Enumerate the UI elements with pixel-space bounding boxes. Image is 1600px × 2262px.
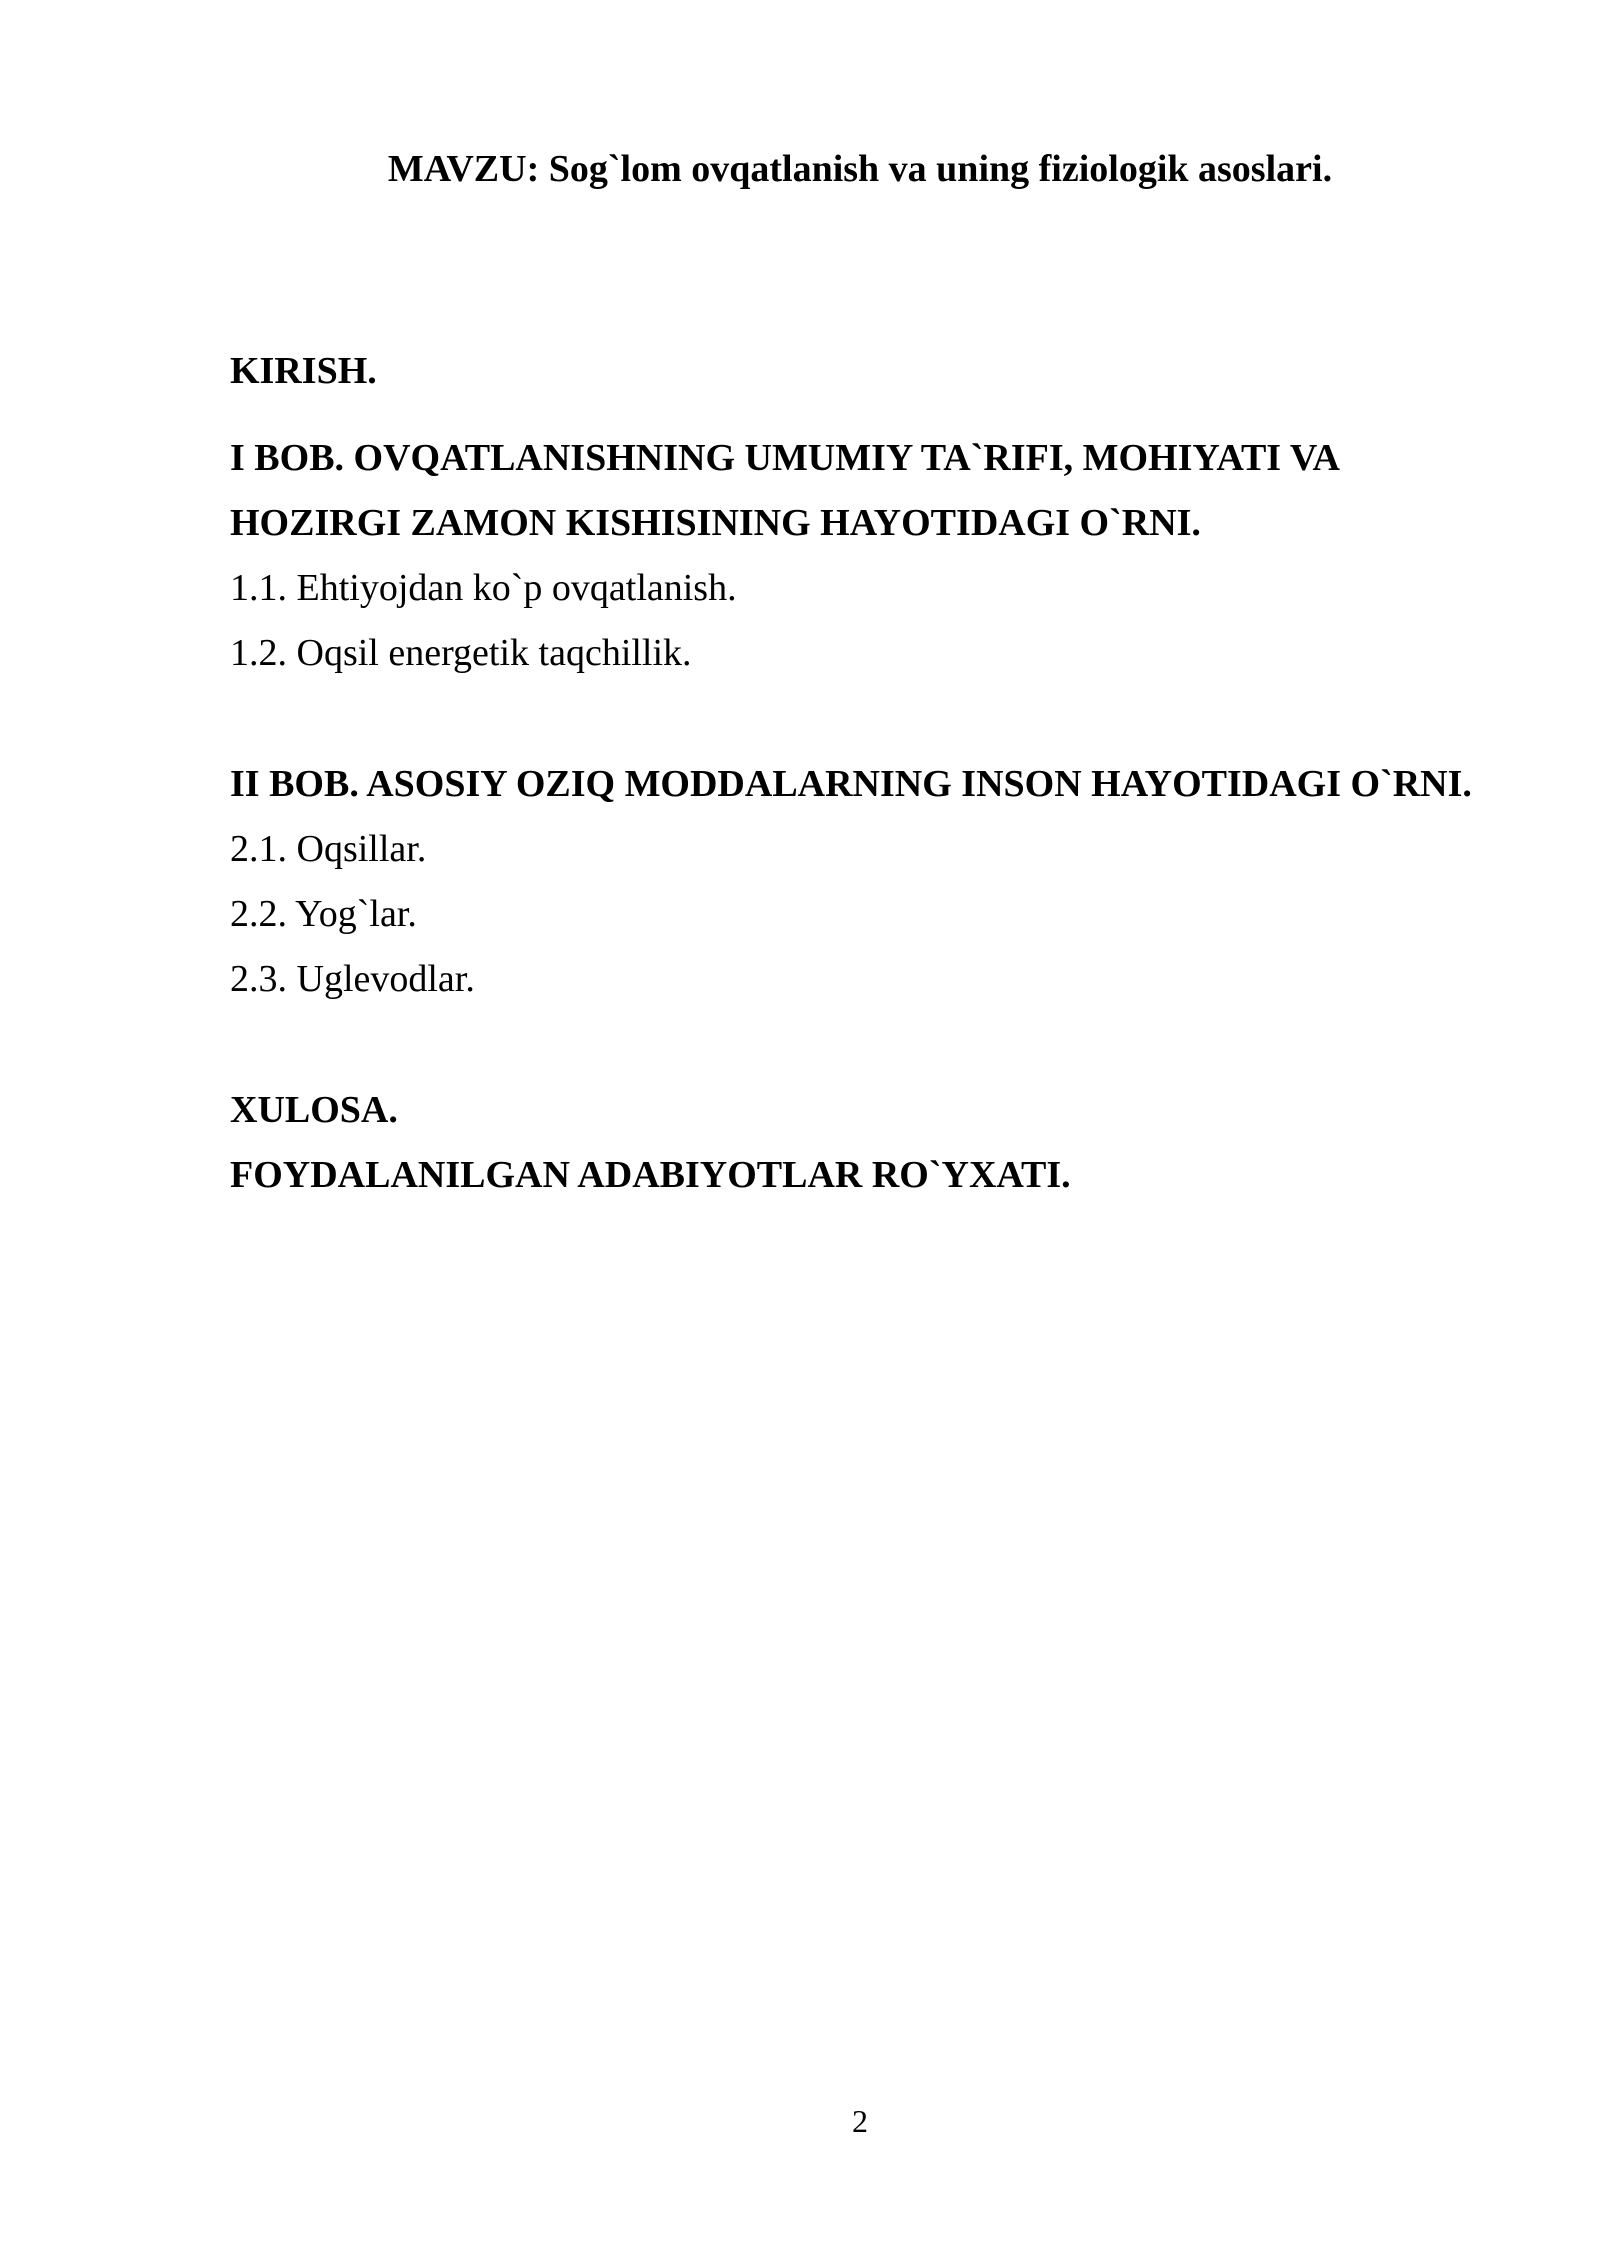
toc-chapter1-heading-line2: HOZIRGI ZAMON KISHISINING HAYOTIDAGI O`RNI. xyxy=(230,502,1201,544)
toc-section-2-1: 2.1. Oqsillar. xyxy=(230,828,427,870)
page-title: MAVZU: Sog`lom ovqatlanish va uning fiziologik asoslari. xyxy=(387,148,1333,190)
toc-section-1-2: 1.2. Oqsil energetik taqchillik. xyxy=(230,632,692,674)
toc-section-1-1: 1.1. Ehtiyojdan ko`p ovqatlanish. xyxy=(230,567,737,609)
page-number: 2 xyxy=(852,2103,868,2139)
toc-chapter2-heading: II BOB. ASOSIY OZIQ MODDALARNING INSON HAYOTIDAGI O`RNI. xyxy=(230,763,1472,805)
toc-references: FOYDALANILGAN ADABIYOTLAR RO`YXATI. xyxy=(230,1154,1071,1196)
toc-conclusion: XULOSA. xyxy=(230,1089,398,1131)
toc-introduction: KIRISH. xyxy=(230,350,377,392)
toc-section-2-2: 2.2. Yog`lar. xyxy=(230,893,417,935)
toc-chapter1-heading-line1: I BOB. OVQATLANISHNING UMUMIY TA`RIFI, MOHIYATI VA xyxy=(230,437,1340,479)
toc-section-2-3: 2.3. Uglevodlar. xyxy=(230,958,475,1000)
